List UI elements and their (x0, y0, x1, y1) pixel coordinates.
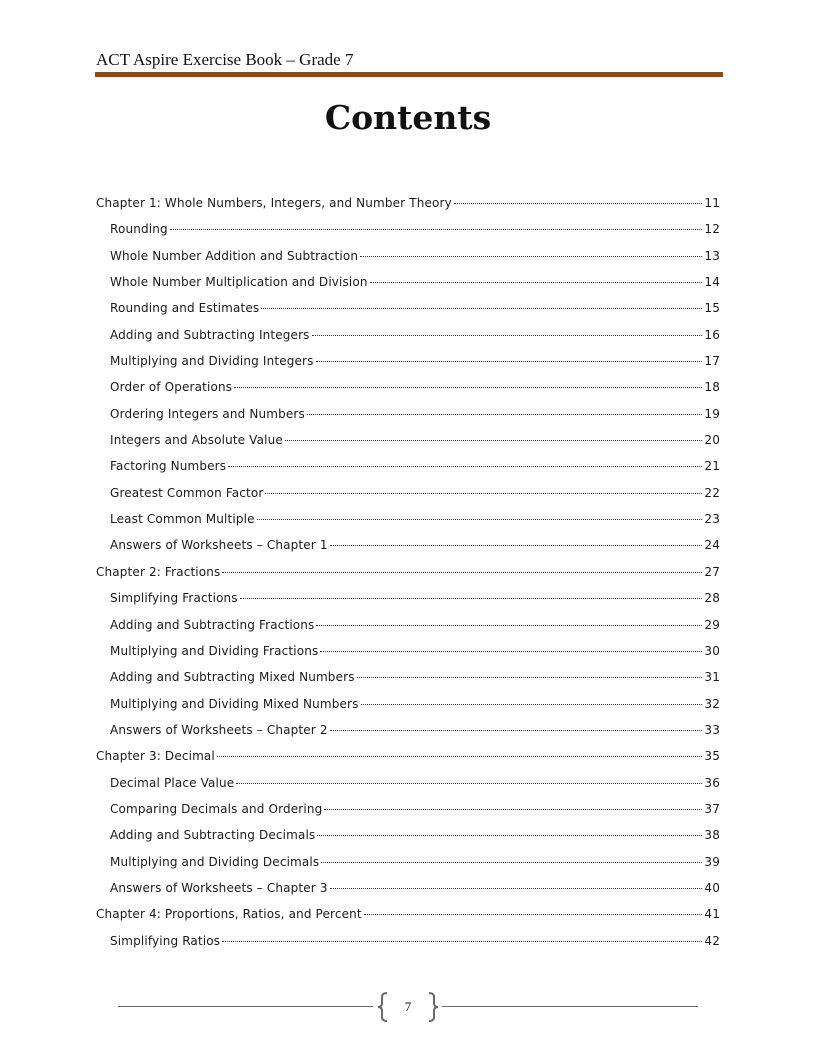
toc-entry-page: 20 (704, 433, 720, 448)
toc-entry-page: 27 (704, 564, 720, 579)
toc-section-entry[interactable] (96, 802, 720, 828)
toc-entry-label: Adding and Subtracting Mixed Numbers (110, 670, 355, 685)
dot-leader (240, 598, 702, 599)
toc-entry-label: Chapter 4: Proportions, Ratios, and Percent (96, 907, 362, 922)
toc-entry-page: 13 (704, 248, 720, 263)
toc-section-entry[interactable] (96, 301, 720, 327)
toc-entry-label: Adding and Subtracting Decimals (110, 828, 316, 843)
toc-entry-page: 19 (704, 406, 720, 421)
header-divider (95, 72, 723, 77)
toc-chapter-entry[interactable] (96, 196, 720, 222)
dot-leader (285, 440, 702, 441)
toc-entry-label: Answers of Worksheets – Chapter 3 (110, 880, 328, 895)
toc-entry-page: 29 (704, 617, 720, 632)
toc-entry-label: Multiplying and Dividing Integers (110, 354, 314, 369)
toc-entry-page: 35 (704, 749, 720, 764)
toc-section-entry[interactable] (96, 275, 720, 301)
toc-chapter-entry[interactable] (96, 565, 720, 591)
toc-section-entry[interactable] (96, 433, 720, 459)
dot-leader (261, 308, 702, 309)
toc-entry-label: Comparing Decimals and Ordering (110, 801, 323, 816)
toc-section-entry[interactable] (96, 670, 720, 696)
dot-leader (257, 519, 702, 520)
toc-section-entry[interactable] (96, 934, 720, 960)
dot-leader (316, 361, 702, 362)
toc-section-entry[interactable] (96, 644, 720, 670)
toc-entry-page: 31 (704, 670, 720, 685)
dot-leader (316, 625, 702, 626)
toc-entry-label: Simplifying Ratios (110, 933, 221, 948)
footer-divider-right (442, 1006, 698, 1007)
toc-entry-page: 18 (704, 380, 720, 395)
toc-entry-label: Factoring Numbers (110, 459, 227, 474)
dot-leader (312, 335, 702, 336)
dot-leader (454, 203, 702, 204)
toc-entry-page: 41 (704, 907, 720, 922)
dot-leader (357, 677, 702, 678)
toc-entry-page: 38 (704, 828, 720, 843)
toc-section-entry[interactable] (96, 881, 720, 907)
toc-section-entry[interactable] (96, 354, 720, 380)
dot-leader (330, 545, 702, 546)
toc-entry-label: Multiplying and Dividing Mixed Numbers (110, 696, 359, 711)
toc-entry-label: Simplifying Fractions (110, 591, 238, 606)
toc-entry-label: Greatest Common Factor (110, 485, 264, 500)
toc-entry-label: Rounding and Estimates (110, 301, 260, 316)
dot-leader (222, 941, 702, 942)
dot-leader (361, 704, 702, 705)
toc-entry-page: 42 (704, 933, 720, 948)
toc-entry-page: 11 (704, 196, 720, 210)
dot-leader (330, 888, 702, 889)
toc-section-entry[interactable] (96, 855, 720, 881)
toc-section-entry[interactable] (96, 776, 720, 802)
toc-entry-label: Least Common Multiple (110, 512, 255, 527)
dot-leader (321, 862, 702, 863)
dot-leader (228, 466, 702, 467)
toc-entry-label: Chapter 1: Whole Numbers, Integers, and Number Theory (96, 196, 452, 210)
toc-entry-label: Rounding (110, 222, 168, 237)
toc-section-entry[interactable] (96, 591, 720, 617)
toc-entry-page: 24 (704, 538, 720, 553)
toc-section-entry[interactable] (96, 697, 720, 723)
toc-entry-label: Adding and Subtracting Fractions (110, 617, 315, 632)
toc-entry-page: 39 (704, 854, 720, 869)
toc-section-entry[interactable] (96, 459, 720, 485)
toc-section-entry[interactable] (96, 249, 720, 275)
toc-entry-label: Ordering Integers and Numbers (110, 406, 305, 421)
toc-entry-label: Multiplying and Dividing Decimals (110, 854, 320, 869)
toc-entry-page: 30 (704, 643, 720, 658)
dot-leader (307, 414, 702, 415)
toc-section-entry[interactable] (96, 486, 720, 512)
toc-entry-page: 23 (704, 512, 720, 527)
toc-entry-page: 16 (704, 327, 720, 342)
dot-leader (236, 783, 702, 784)
toc-entry-page: 40 (704, 880, 720, 895)
toc-section-entry[interactable] (96, 723, 720, 749)
toc-entry-page: 15 (704, 301, 720, 316)
dot-leader (234, 387, 702, 388)
toc-entry-page: 22 (704, 485, 720, 500)
toc-entry-page: 14 (704, 275, 720, 290)
toc-chapter-entry[interactable] (96, 907, 720, 933)
page-title: Contents (324, 98, 492, 137)
toc-entry-label: Answers of Worksheets – Chapter 2 (110, 722, 328, 737)
table-of-contents (96, 196, 720, 960)
dot-leader (265, 493, 702, 494)
dot-leader (222, 572, 702, 573)
toc-entry-label: Adding and Subtracting Integers (110, 327, 310, 342)
toc-entry-page: 33 (704, 722, 720, 737)
toc-section-entry[interactable] (96, 380, 720, 406)
toc-entry-label: Chapter 3: Decimal (96, 749, 215, 764)
dot-leader (364, 914, 702, 915)
toc-entry-page: 17 (704, 354, 720, 369)
book-title: ACT Aspire Exercise Book – Grade 7 (96, 50, 354, 69)
toc-section-entry[interactable] (96, 538, 720, 564)
toc-section-entry[interactable] (96, 512, 720, 538)
toc-entry-label: Multiplying and Dividing Fractions (110, 643, 319, 658)
toc-entry-page: 36 (704, 775, 720, 790)
toc-section-entry[interactable] (96, 618, 720, 644)
toc-section-entry[interactable] (96, 828, 720, 854)
toc-entry-label: Whole Number Addition and Subtraction (110, 248, 359, 263)
footer-divider-left (118, 1006, 373, 1007)
toc-entry-label: Answers of Worksheets – Chapter 1 (110, 538, 328, 553)
page-number: 7 (404, 999, 412, 1014)
dot-leader (217, 756, 702, 757)
dot-leader (360, 256, 702, 257)
dot-leader (324, 809, 702, 810)
toc-entry-page: 12 (704, 222, 720, 237)
toc-entry-page: 21 (704, 459, 720, 474)
toc-section-entry[interactable] (96, 407, 720, 433)
dot-leader (317, 835, 702, 836)
toc-section-entry[interactable] (96, 222, 720, 248)
dot-leader (370, 282, 702, 283)
toc-entry-page: 32 (704, 696, 720, 711)
toc-entry-label: Whole Number Multiplication and Division (110, 275, 368, 290)
toc-entry-page: 28 (704, 591, 720, 606)
dot-leader (170, 229, 702, 230)
toc-entry-label: Order of Operations (110, 380, 233, 395)
toc-entry-label: Chapter 2: Fractions (96, 564, 221, 579)
toc-chapter-entry[interactable] (96, 749, 720, 775)
dot-leader (320, 651, 702, 652)
page-number-box (377, 991, 439, 1023)
toc-entry-label: Decimal Place Value (110, 775, 235, 790)
dot-leader (330, 730, 702, 731)
toc-entry-label: Integers and Absolute Value (110, 433, 283, 448)
toc-section-entry[interactable] (96, 328, 720, 354)
toc-entry-page: 37 (704, 801, 720, 816)
